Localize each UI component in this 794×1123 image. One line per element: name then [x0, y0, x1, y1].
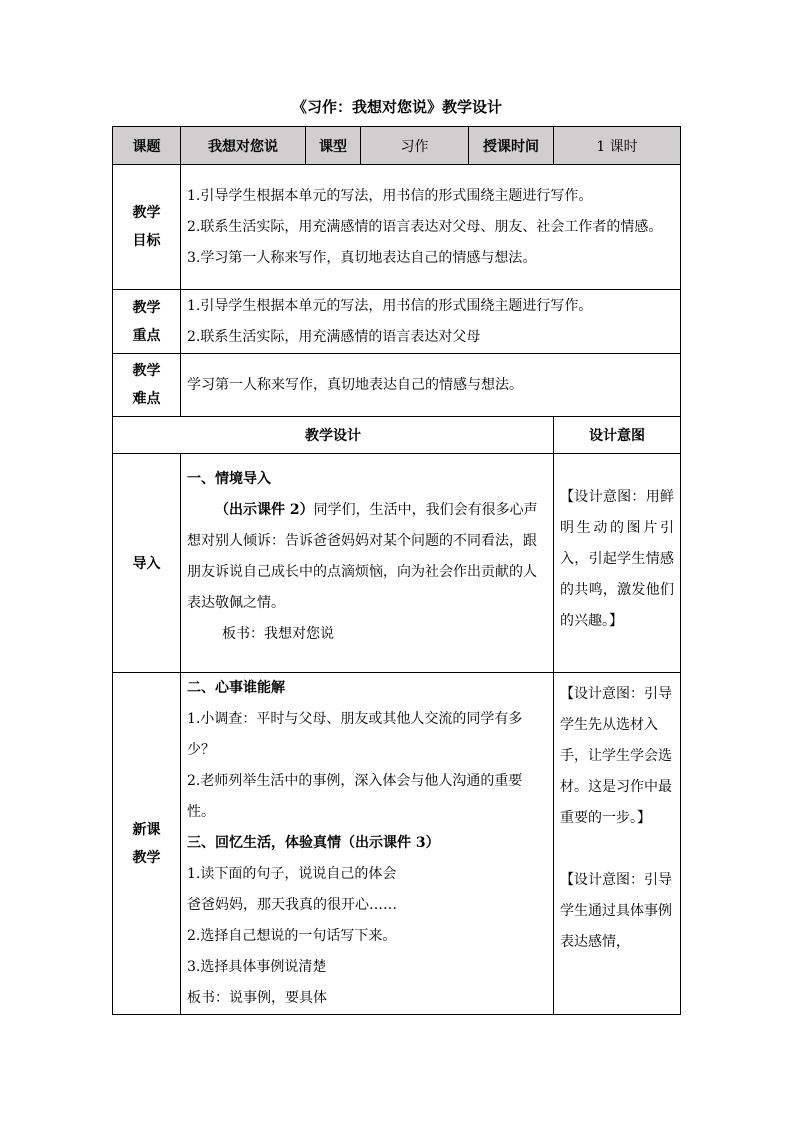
- goals-label: 教学 目标: [113, 165, 181, 290]
- intro-intent: 【设计意图：用鲜明生动的图片引入，引起学生情感的共鸣，激发他们的兴趣。】: [554, 454, 681, 673]
- intro-board: 板书：我想对您说: [222, 626, 334, 642]
- lesson-plan-table: [112, 126, 681, 1015]
- document-title: 《习作：我想对您说》教学设计: [291, 98, 502, 116]
- difficulties-label: 教学 难点: [113, 354, 181, 417]
- keypoints-content: 1.引导学生根据本单元的写法，用书信的形式围绕主题进行写作。 2.联系生活实际，用充满感情的语言表达对父母: [181, 290, 681, 354]
- keypoints-label: 教学 重点: [113, 290, 181, 354]
- keypoints-row: [113, 290, 681, 354]
- intro-row: [113, 454, 681, 673]
- new-lesson-label: 新课 教学: [113, 673, 181, 1015]
- difficulties-content: 学习第一人称来写作，真切地表达自己的情感与想法。: [181, 354, 681, 417]
- intent-header: 设计意图: [554, 417, 681, 454]
- design-header-row: [113, 417, 681, 454]
- intro-paragraph: （出示课件 2）同学们，生活中，我们会有很多心声想对别人倾诉：告诉爸爸妈妈对某个问题的不同看法，跟朋友诉说自己成长中的点滴烦恼，向为社会作出贡献的人表达敬佩之情。: [187, 502, 538, 611]
- difficulties-row: [113, 354, 681, 417]
- type-value: 习作: [361, 127, 469, 165]
- goals-content: 1.引导学生根据本单元的写法，用书信的形式围绕主题进行写作。 2.联系生活实际，用充满感情的语言表达对父母、朋友、社会工作者的情感。 3.学习第一人称来写作，真切地表达自己的情感与想法。: [181, 165, 681, 290]
- intro-content: [181, 454, 554, 673]
- hours-value: 1 课时: [554, 127, 681, 165]
- header-row: [113, 127, 681, 165]
- type-label: 课型: [306, 127, 361, 165]
- intro-heading: 一、情境导入: [187, 471, 271, 487]
- topic-label: 课题: [113, 127, 181, 165]
- goals-row: [113, 165, 681, 290]
- design-header: 教学设计: [113, 417, 554, 454]
- topic-value: 我想对您说: [181, 127, 306, 165]
- intro-label: 导入: [113, 454, 181, 673]
- new-lesson-content: 二、心事谁能解 1.小调查：平时与父母、朋友或其他人交流的同学有多少？ 2.老师列举生活中的事例，深入体会与他人沟通的重要性。 三、回忆生活，体验真情（出示课件 3） 1.读下面的句子，说说自己的体会 爸爸妈妈，那天我真的很开心…… 2.选择自己想说的一句话写下来。 3.选择具体事例说清楚 板书：说事例，要具体: [181, 673, 554, 1015]
- new-lesson-row: [113, 673, 681, 1015]
- new-lesson-intent: 【设计意图：引导学生先从选材入手，让学生学会选材。这是习作中最重要的一步。】 【设计意图：引导学生通过具体事例表达感情，: [554, 673, 681, 1015]
- hours-label: 授课时间: [469, 127, 554, 165]
